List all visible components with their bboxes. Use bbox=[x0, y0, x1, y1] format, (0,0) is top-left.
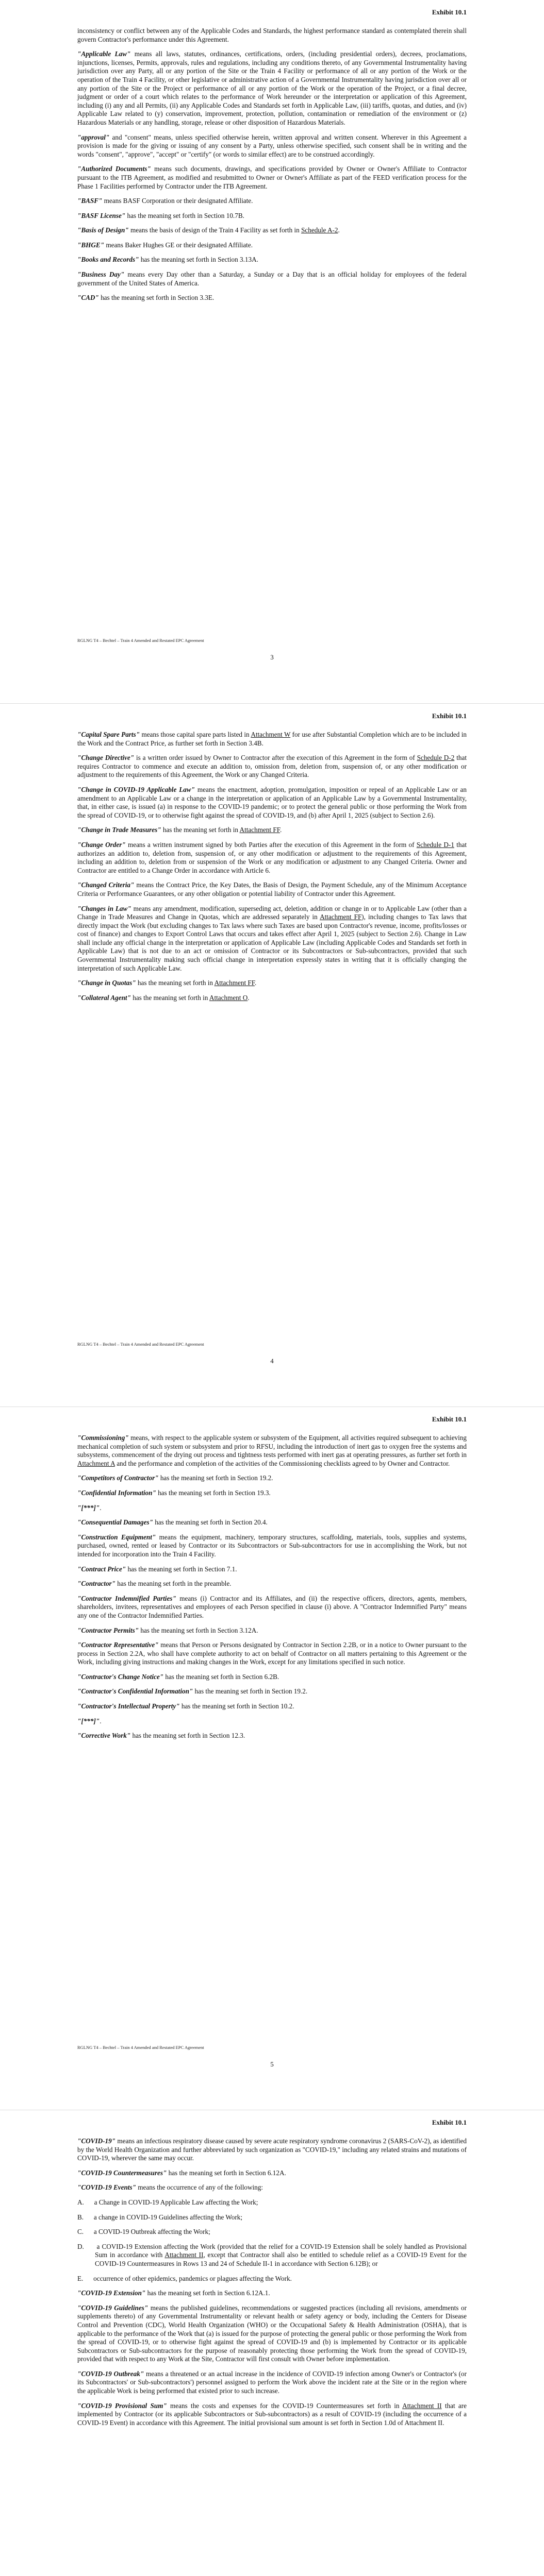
defined-term: "Books and Records" bbox=[77, 256, 139, 264]
definition-text: and "consent" means, unless specified otherwise herein, written approval and written consent. Wherever in this Agreement a provision is made for the giving or issuing of any consent by a Party, unless otherwise specified, such consent shall be in writing and the words "consent", "approve", "accept" or "certify" (or words to similar effect) are to be construed accordingly. bbox=[77, 133, 467, 158]
defined-term: "Competitors of Contractor" bbox=[77, 1474, 159, 1482]
definition-paragraph bbox=[77, 2402, 467, 2428]
definition-text: is a written order issued by Owner to Contractor after the execution of this Agreement in the form of bbox=[134, 754, 417, 762]
definition-text: means an infectious respiratory disease caused by severe acute respiratory syndrome coronavirus 2 (SARS-CoV-2), as identified by the World Health Organization and further abbreviated by such organization as "COVID-19," including any related strains and mutations of COVID-19, wherever the same may occur. bbox=[77, 2137, 467, 2162]
cross-reference: Schedule D-1 bbox=[416, 840, 454, 849]
page-footer: RGLNG T4 – Bechtel – Train 4 Amended and Restated EPC Agreement bbox=[77, 1342, 204, 1347]
definition-text: means those capital spare parts listed in bbox=[140, 731, 251, 738]
definition-text-tail: . bbox=[248, 993, 250, 1002]
definition-text: has the meaning set forth in Section 10.7B. bbox=[125, 211, 244, 219]
page-number: 3 bbox=[270, 653, 274, 661]
defined-term: "Commissioning" bbox=[77, 1434, 129, 1442]
defined-term: "Contractor's Confidential Information" bbox=[77, 1687, 193, 1696]
defined-term: "COVID-19 Countermeasures" bbox=[77, 2168, 167, 2177]
definition-text: has the meaning set forth in the preamble. bbox=[116, 1580, 232, 1588]
defined-term: "Contractor Representative" bbox=[77, 1641, 159, 1649]
definition-text: inconsistency or conflict between any of the Applicable Codes and Standards, the highest performance standard as contemplated therein shall govern Contractor's performance under this Agreement. bbox=[77, 27, 467, 43]
definition-text: has the meaning set forth in bbox=[136, 979, 215, 987]
definition-text: has the meaning set forth in Section 20.4. bbox=[153, 1518, 268, 1527]
definition-text: means that Person or Persons designated by Contractor in Section 2.2B, or in a notice to Owner pursuant to the process in Section 2.2A, who shall have complete authority to act on behalf of Contractor on all matters pertaining to this Agreement or the Work, including giving instructions and making changes in the Work, except for any limitations specified in such notice. bbox=[77, 1641, 467, 1666]
document-page bbox=[0, 703, 544, 1406]
definition-paragraph bbox=[77, 27, 467, 44]
definition-text: has the meaning set forth in Section 3.12A. bbox=[139, 1626, 258, 1634]
definition-paragraph bbox=[77, 1717, 467, 1726]
definition-paragraph bbox=[77, 1673, 467, 1682]
definition-paragraph bbox=[77, 754, 467, 779]
definition-text: A. a Change in COVID-19 Applicable Law affecting the Work; bbox=[77, 2198, 258, 2206]
definition-paragraph bbox=[77, 294, 467, 302]
definition-text: means the enactment, adoption, promulgation, imposition or repeal of an Applicable Law or an amendment to an Applicable Law or a change in the interpretation or application of an Applicable Law by a Governmental Instrumentality, that, in either case, is issued (a) in response to the COVID-19 pandemic; or to protect the general public or those performing the Work from the spread of COVID-19, or to otherwise fight against the spread of COVID-19, and (b) after April 1, 2025 (subject to Section 2.6). bbox=[77, 785, 467, 819]
definition-text: means such documents, drawings, and specifications provided by Owner or Owner's Affiliate to Contractor pursuant to the ITB Agreement, as modified and resubmitted to Owner or Owner's Affiliate as part of the FEED verification process for the Phase 1 Facilities performed by Contractor under the ITB Agreement. bbox=[77, 165, 467, 190]
definition-text: . bbox=[100, 1503, 102, 1512]
defined-term: "[***]" bbox=[77, 1503, 100, 1512]
exhibit-label: Exhibit 10.1 bbox=[432, 8, 467, 16]
cross-reference: Schedule A-2 bbox=[301, 226, 338, 234]
definition-text-tail: , except that Contractor shall also be entitled to schedule relief as a COVID-19 Event for the COVID-19 Countermeasures in Rows 13 and 24 of Schedule II-1 in accordance with Section 6.12B); or bbox=[95, 2251, 467, 2267]
definition-text: means, with respect to the applicable system or subsystem of the Equipment, all activities required subsequent to achieving mechanical completion of such system or subsystem and prior to RFSU, including the introduction of inert gas to oxygen free the systems and subsystems, commencement of the drying out process and tightness tests performed with inert gas at operating pressures, as further set forth in bbox=[77, 1434, 467, 1459]
list-item bbox=[77, 2243, 467, 2268]
definition-paragraph bbox=[77, 731, 467, 748]
defined-term: "Contractor Indemnified Parties" bbox=[77, 1594, 176, 1602]
defined-term: "Applicable Law" bbox=[77, 50, 131, 58]
definition-text: has the meaning set forth in Section 19.2. bbox=[158, 1474, 273, 1482]
defined-term: "Change Directive" bbox=[77, 754, 135, 762]
definition-text: C. a COVID-19 Outbreak affecting the Work; bbox=[77, 2228, 210, 2236]
definition-text-tail: . bbox=[279, 826, 282, 834]
definition-text: D. a COVID-19 Extension affecting the Work (provided that the relief for a COVID-19 Extension shall be solely handled as Provisional Sum in accordance with bbox=[77, 2242, 467, 2259]
definition-paragraph bbox=[77, 133, 467, 159]
definition-paragraph bbox=[77, 226, 467, 235]
definition-paragraph bbox=[77, 1533, 467, 1559]
cross-reference: Schedule D-2 bbox=[417, 754, 455, 762]
defined-term: "COVID-19 Extension" bbox=[77, 2289, 146, 2297]
defined-term: "BASF" bbox=[77, 197, 103, 205]
definition-paragraph bbox=[77, 1518, 467, 1527]
defined-term: "BHGE" bbox=[77, 241, 105, 249]
document-page bbox=[0, 1406, 544, 2110]
definition-text-tail: ), including changes to Tax laws that directly impact the Work (but excluding changes to Tax laws where such Taxes are based upon Contractor's revenue, income, profits/losses or cost of finance) and changes to Export Control Laws that occurs and takes effect after April 1, 2025 (subject to Section 2.6). Change in Law shall include any official change in the interpretation or application of Applicable Law (including Applicable Codes and Standards set forth in Applicable Law) that is not due to an act or omission of Contractor or its Subcontractors or Sub-subcontractors, provided that such Governmental Instrumentality making such official change in interpretation expressly states in writing that it is officially changing the interpretation of such Applicable Law. bbox=[77, 913, 467, 972]
definition-paragraph bbox=[77, 1626, 467, 1635]
definition-text: means BASF Corporation or their designated Affiliate. bbox=[102, 197, 253, 205]
defined-term: "BASF License" bbox=[77, 211, 126, 219]
definition-paragraph bbox=[77, 50, 467, 127]
definition-paragraph bbox=[77, 197, 467, 206]
definition-paragraph bbox=[77, 270, 467, 287]
definition-text: has the meaning set forth in Section 6.12A.1. bbox=[145, 2289, 270, 2297]
definition-text: has the meaning set forth in bbox=[161, 826, 240, 834]
defined-term: "COVID-19 Provisional Sum" bbox=[77, 2401, 167, 2410]
definition-text: means a threatened or an actual increase in the incidence of COVID-19 infection among Owner's or Contractor's (or its Subcontractors' or Sub-subcontractors') personnel assigned to perform the Work above the incident rate at the Site or in the region where the applicable Work is being performed that existed prior to such increase. bbox=[77, 2369, 467, 2395]
exhibit-label: Exhibit 10.1 bbox=[432, 1415, 467, 1423]
definition-text: B. a change in COVID-19 Guidelines affecting the Work; bbox=[77, 2213, 243, 2221]
cross-reference: Attachment II bbox=[402, 2401, 442, 2410]
definition-text: means Baker Hughes GE or their designated Affiliate. bbox=[104, 241, 253, 249]
definition-paragraph bbox=[77, 241, 467, 250]
page-body bbox=[77, 2137, 467, 2433]
defined-term: "Changed Criteria" bbox=[77, 881, 135, 889]
definition-text: means the equipment, machinery, temporary structures, scaffolding, materials, tools, supplies and systems, purchased, owned, rented or leased by Contractor or its Subcontractors or Sub-subcontractors for use in accomplishing the Work, but not intended for incorporation into the Train 4 Facility. bbox=[77, 1533, 467, 1558]
list-item bbox=[77, 2198, 467, 2207]
page-number: 4 bbox=[270, 1357, 274, 1365]
list-item bbox=[77, 2213, 467, 2222]
defined-term: "COVID-19 Guidelines" bbox=[77, 2303, 149, 2312]
cross-reference: Attachment FF bbox=[320, 913, 362, 921]
definition-text-tail: and the performance and completion of the activities of the Commissioning checklists agreed to by Owner and Contractor. bbox=[114, 1459, 450, 1467]
definition-text: has the meaning set forth in Section 3.13A. bbox=[139, 256, 258, 264]
defined-term: "Contractor's Intellectual Property" bbox=[77, 1702, 180, 1710]
defined-term: "Collateral Agent" bbox=[77, 993, 131, 1002]
exhibit-label: Exhibit 10.1 bbox=[432, 2119, 467, 2126]
definition-paragraph bbox=[77, 1732, 467, 1740]
definition-paragraph bbox=[77, 2289, 467, 2298]
defined-term: "[***]" bbox=[77, 1717, 100, 1725]
definition-paragraph bbox=[77, 2137, 467, 2163]
definition-text-tail: that requires Contractor to commence and execute an addition to, omission from, deletion from, suspension of, or any other modification or adjustment to the requirements of this Agreement, the Work or any Changed Criteria. bbox=[77, 754, 467, 779]
document-page bbox=[0, 0, 544, 703]
definition-paragraph bbox=[77, 1434, 467, 1468]
definition-text: has the meaning set forth in Section 19.2. bbox=[193, 1687, 308, 1696]
definition-paragraph bbox=[77, 1687, 467, 1696]
defined-term: "COVID-19 Events" bbox=[77, 2183, 136, 2192]
defined-term: "Authorized Documents" bbox=[77, 165, 151, 173]
defined-term: "Business Day" bbox=[77, 270, 125, 279]
definition-text: has the meaning set forth in Section 6.12A. bbox=[167, 2168, 286, 2177]
definition-paragraph bbox=[77, 2370, 467, 2396]
exhibit-label: Exhibit 10.1 bbox=[432, 712, 467, 720]
document-page bbox=[0, 2110, 544, 2576]
definition-paragraph bbox=[77, 165, 467, 191]
definition-text: has the meaning set forth in Section 6.2B. bbox=[163, 1672, 279, 1681]
definition-paragraph bbox=[77, 905, 467, 973]
list-item bbox=[77, 2275, 467, 2283]
defined-term: "Contract Price" bbox=[77, 1565, 126, 1573]
definition-paragraph bbox=[77, 1565, 467, 1574]
page-footer: RGLNG T4 – Bechtel – Train 4 Amended and Restated EPC Agreement bbox=[77, 2045, 204, 2050]
definition-paragraph bbox=[77, 1474, 467, 1483]
definition-text-tail: . bbox=[255, 979, 257, 987]
defined-term: "Change in Quotas" bbox=[77, 979, 136, 987]
cross-reference: Attachment A bbox=[77, 1459, 115, 1467]
definition-paragraph bbox=[77, 786, 467, 820]
definition-paragraph bbox=[77, 1489, 467, 1498]
definition-text: means the occurrence of any of the following: bbox=[136, 2183, 263, 2192]
definition-text-tail: for use after Substantial Completion which are to be included in the Work and the Contract Price, as further set forth in Section 3.4B. bbox=[77, 731, 467, 747]
definition-text: has the meaning set forth in bbox=[130, 993, 209, 1002]
defined-term: "COVID-19" bbox=[77, 2137, 116, 2145]
definition-text: means (i) Contractor and its Affiliates, and (ii) the respective officers, directors, agents, members, shareholders, invitees, representatives and employees of each Person specified in clause (i) above. A "Contractor Indemnified Party" means any one of the Contractor Indemnified Parties. bbox=[77, 1594, 467, 1619]
definition-paragraph bbox=[77, 979, 467, 988]
definition-paragraph bbox=[77, 2169, 467, 2178]
definition-text: means the Contract Price, the Key Dates, the Basis of Design, the Payment Schedule, any of the Minimum Acceptance Criteria or Performance Guarantees, or any other obligation or potential liability of Contractor under this Agreement. bbox=[77, 881, 467, 897]
defined-term: "Change in COVID-19 Applicable Law" bbox=[77, 785, 195, 793]
definition-paragraph bbox=[77, 2304, 467, 2364]
definition-text: has the meaning set forth in Section 12.3. bbox=[130, 1732, 245, 1740]
defined-term: "Changes in Law" bbox=[77, 904, 131, 912]
definition-text: means the basis of design of the Train 4 Facility as set forth in bbox=[128, 226, 302, 234]
page-body bbox=[77, 1434, 467, 1747]
list-item bbox=[77, 2228, 467, 2236]
definition-text: means any amendment, modification, superseding act, deletion, addition or change in or to Applicable Law (other than a Change in Trade Measures and Change in Quotas, which are addressed separately in bbox=[77, 904, 467, 921]
definition-text: means a written instrument signed by both Parties after the execution of this Agreement in the form of bbox=[125, 840, 417, 849]
defined-term: "Change in Trade Measures" bbox=[77, 826, 161, 834]
defined-term: "COVID-19 Outbreak" bbox=[77, 2369, 144, 2378]
definition-text: has the meaning set forth in Section 10.2. bbox=[179, 1702, 294, 1710]
cross-reference: Attachment FF bbox=[214, 979, 255, 987]
defined-term: "Contractor's Change Notice" bbox=[77, 1672, 164, 1681]
defined-term: "Change Order" bbox=[77, 840, 126, 849]
defined-term: "Corrective Work" bbox=[77, 1732, 131, 1740]
definition-text: . bbox=[100, 1717, 102, 1725]
defined-term: "Consequential Damages" bbox=[77, 1518, 153, 1527]
definition-text: means the published guidelines, recommendations or suggested practices (including all revisions, amendments or supplements thereto) of any Governmental Instrumentality or relevant health or safety agency or body, including the Centers for Disease Control and Prevention (CDC), World Health Organization (WHO) or the Occupational Safety & Health Administration (OSHA), that is applicable to the performance of the Work that (a) is issued for the purpose of protecting the general public or those performing the Work from the spread of COVID-19, or to otherwise fight against the spread of COVID-19 and (b) is implemented by Contractor or its applicable Subcontractors or Sub-subcontractors for the purpose of reasonably protecting those performing the Work from the spread of COVID-19, provided that with respect to any Work at the Site, Contractor will first consult with Owner before implementation. bbox=[77, 2303, 467, 2363]
definition-text-tail: . bbox=[338, 226, 340, 234]
definition-paragraph bbox=[77, 826, 467, 835]
definition-text: means the costs and expenses for the COVID-19 Countermeasures set forth in bbox=[167, 2401, 403, 2410]
defined-term: "Construction Equipment" bbox=[77, 1533, 156, 1541]
definition-text: has the meaning set forth in Section 19.3. bbox=[156, 1488, 271, 1497]
definition-text-tail: that are implemented by Contractor (or its applicable Subcontractors or Sub-subcontractors) as a result of COVID-19 (including the occurrence of a COVID-19 Event) in accordance with this Agreement. The initial provisional sum amount is set forth in Section 1.0d of Attachment II. bbox=[77, 2401, 467, 2427]
definition-paragraph bbox=[77, 2183, 467, 2192]
defined-term: "CAD" bbox=[77, 294, 99, 302]
definition-paragraph bbox=[77, 841, 467, 875]
defined-term: "Basis of Design" bbox=[77, 226, 129, 234]
cross-reference: Attachment W bbox=[251, 731, 291, 738]
defined-term: "approval" bbox=[77, 133, 110, 141]
definition-text: has the meaning set forth in Section 7.1. bbox=[126, 1565, 237, 1573]
definition-text: means all laws, statutes, ordinances, certifications, orders, (including presidential orders), decrees, proclamations, injunctions, licenses, Permits, approvals, rules and regulations, including any conditions thereto, of any Governmental Instrumentality having jurisdiction over any Party, all or any portion of the Site or the Train 4 Facility or performance of all or any portion of the Work or the operation of the Train 4 Facility, or other legislative or administrative action of a Governmental Instrumentality having jurisdiction over all or any portion of the Site or the Project or performance of all or any portion of the Work or the operation of the Project, or a final decree, judgment or order of a court which relates to the performance of Work hereunder or the interpretation or application of this Agreement, including (i) any and all Permits, (ii) any Applicable Codes and Standards set forth in Applicable Law, (iii) tariffs, quotas, and duties, and (iv) Applicable Law related to (y) conservation, improvement, protection, pollution, contamination or remediation of the environment or (z) Hazardous Materials or any handling, storage, release or other disposition of Hazardous Materials. bbox=[77, 50, 467, 126]
defined-term: "Contractor" bbox=[77, 1580, 116, 1588]
definition-paragraph bbox=[77, 1595, 467, 1620]
defined-term: "Confidential Information" bbox=[77, 1488, 156, 1497]
definition-paragraph bbox=[77, 212, 467, 221]
definition-paragraph bbox=[77, 881, 467, 898]
definition-paragraph bbox=[77, 1641, 467, 1667]
definition-text: E. occurrence of other epidemics, pandemics or plagues affecting the Work. bbox=[77, 2274, 292, 2282]
cross-reference: Attachment II bbox=[164, 2251, 204, 2259]
page-number: 5 bbox=[270, 2060, 274, 2068]
cross-reference: Attachment O bbox=[209, 993, 248, 1002]
page-body bbox=[77, 731, 467, 1008]
definition-paragraph bbox=[77, 994, 467, 1003]
cross-reference: Attachment FF bbox=[239, 826, 280, 834]
definition-paragraph bbox=[77, 256, 467, 264]
definition-text-tail: that authorizes an addition to, deletion from, suspension of, or any other modification or adjustment to the requirements of this Agreement, including an addition to, deletion from or suspension of the Work or any modification or adjustment to any Changed Criteria. Owner and Contractor are entitled to a Change Order in accordance with Article 6. bbox=[77, 840, 467, 874]
defined-term: "Capital Spare Parts" bbox=[77, 731, 140, 738]
page-footer: RGLNG T4 – Bechtel – Train 4 Amended and Restated EPC Agreement bbox=[77, 638, 204, 643]
definition-paragraph bbox=[77, 1504, 467, 1513]
defined-term: "Contractor Permits" bbox=[77, 1626, 139, 1634]
definition-text: has the meaning set forth in Section 3.3E. bbox=[98, 294, 215, 302]
definition-paragraph bbox=[77, 1580, 467, 1588]
definition-paragraph bbox=[77, 1702, 467, 1711]
page-body bbox=[77, 27, 467, 309]
definition-text: means every Day other than a Saturday, a Sunday or a Day that is an official holiday for employees of the federal government of the United States of America. bbox=[77, 270, 467, 287]
